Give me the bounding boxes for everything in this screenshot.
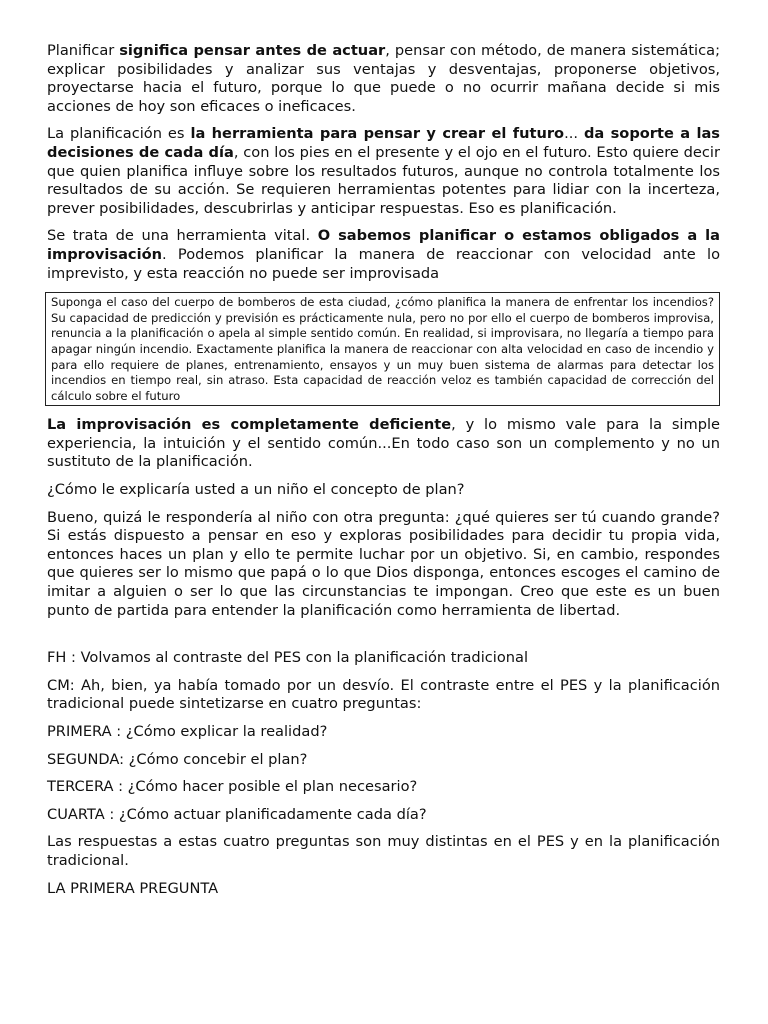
paragraph-fh: FH : Volvamos al contraste del PES con la planificación tradicional bbox=[47, 649, 529, 667]
question-nino: ¿Cómo le explicaría usted a un niño el concepto de plan? bbox=[47, 481, 465, 499]
question-primera: PRIMERA : ¿Cómo explicar la realidad? bbox=[47, 723, 328, 740]
text-run: , y lo mismo vale para la simple experiencia, la intuición y el sentido común...En todo caso son un complemento y no un sustituto de la planificación. bbox=[47, 416, 721, 471]
text-run: Planificar bbox=[47, 42, 120, 59]
text-run: La planificación es bbox=[47, 125, 191, 143]
paragraph-planificar bbox=[47, 42, 720, 116]
bomberos-box: Suponga el caso del cuerpo de bomberos de esta ciudad, ¿cómo planifica la manera de enfrentar los incendios? Su capacidad de predicción y previsión es prácticamente nula, pero no por ello el cuerpo de bomberos improvisa, renuncia a la planificación o apela al simple sentido común. En realidad, si improvisara, no llegaría a tiempo para apagar ningún incendio. Exactamente planifica la manera de reaccionar con alta velocidad en caso de incendio y para ello requiere de planes, entrenamiento, ensayos y un muy buen sistema de alarmas para detectar los incendios en tiempo real, sin atraso. Esta capacidad de reacción veloz es también capacidad de corrección del cálculo sobre el futuro bbox=[45, 292, 720, 406]
bold-run: la herramienta para pensar y crear el futuro bbox=[190, 125, 565, 143]
text-run: ... bbox=[564, 125, 584, 143]
bold-run: La improvisación es completamente deficiente bbox=[47, 416, 452, 434]
paragraph-vital bbox=[47, 227, 720, 283]
paragraph-cm: CM: Ah, bien, ya había tomado por un desvío. El contraste entre el PES y la planificación tradicional puede sintetizarse en cuatro preguntas: bbox=[47, 676, 720, 713]
bold-run: da soporte a las decisiones de cada día bbox=[47, 125, 720, 161]
question-tercera: TERCERA : ¿Cómo hacer posible el plan necesario? bbox=[47, 778, 418, 796]
bold-run: O sabemos planificar o estamos obligados a la improvisación bbox=[47, 227, 721, 263]
paragraph-improvisacion bbox=[47, 416, 720, 472]
text-run: . Podemos planificar la manera de reaccionar con velocidad ante lo imprevisto, y esta reacción no puede ser improvisada bbox=[47, 245, 720, 282]
question-segunda: SEGUNDA: ¿Cómo concebir el plan? bbox=[47, 750, 308, 768]
question-cuarta: CUARTA : ¿Cómo actuar planificadamente cada día? bbox=[47, 805, 427, 823]
text-run: Se trata de una herramienta vital. bbox=[47, 227, 318, 245]
spacer bbox=[47, 629, 720, 649]
paragraph-herramienta bbox=[47, 125, 720, 218]
text-run: , pensar con método, de manera sistemática; explicar posibilidades y analizar sus ventajas y desventajas, proponerse objetivos, proyectarse hacia el futuro, porque lo que puede o no ocurrir mañana decide si mis acciones de hoy son eficaces o ineficaces. bbox=[47, 42, 720, 115]
paragraph-respuesta-nino: Bueno, quizá le respondería al niño con otra pregunta: ¿qué quieres ser tú cuando grande? Si estás dispuesto a pensar en eso y exploras posibilidades para decidir tu propia vida, entonces haces un plan y ello te permite luchar por un objetivo. Si, en cambio, respondes que quieres ser lo mismo que papá o lo que Dios disponga, entonces escoges el camino de imitar a alguien o ser lo que las circunstancias te impongan. Creo que este es un buen punto de partida para entender la planificación como herramienta de libertad. bbox=[47, 508, 720, 619]
bold-run: significa pensar antes de actuar bbox=[119, 42, 386, 59]
text-run: , con los pies en el presente y el ojo en el futuro. Esto quiere decir que quien planifica influye sobre los resultados futuros, aunque no controla totalmente los resultados de su acción. Se requieren herramientas potentes para lidiar con la incerteza, prever posibilidades, descubrirlas y anticipar respuestas. Eso es planificación. bbox=[47, 143, 720, 217]
heading-primera-pregunta: LA PRIMERA PREGUNTA bbox=[47, 879, 219, 897]
paragraph-respuestas: Las respuestas a estas cuatro preguntas son muy distintas en el PES y en la planificación tradicional. bbox=[47, 833, 720, 869]
